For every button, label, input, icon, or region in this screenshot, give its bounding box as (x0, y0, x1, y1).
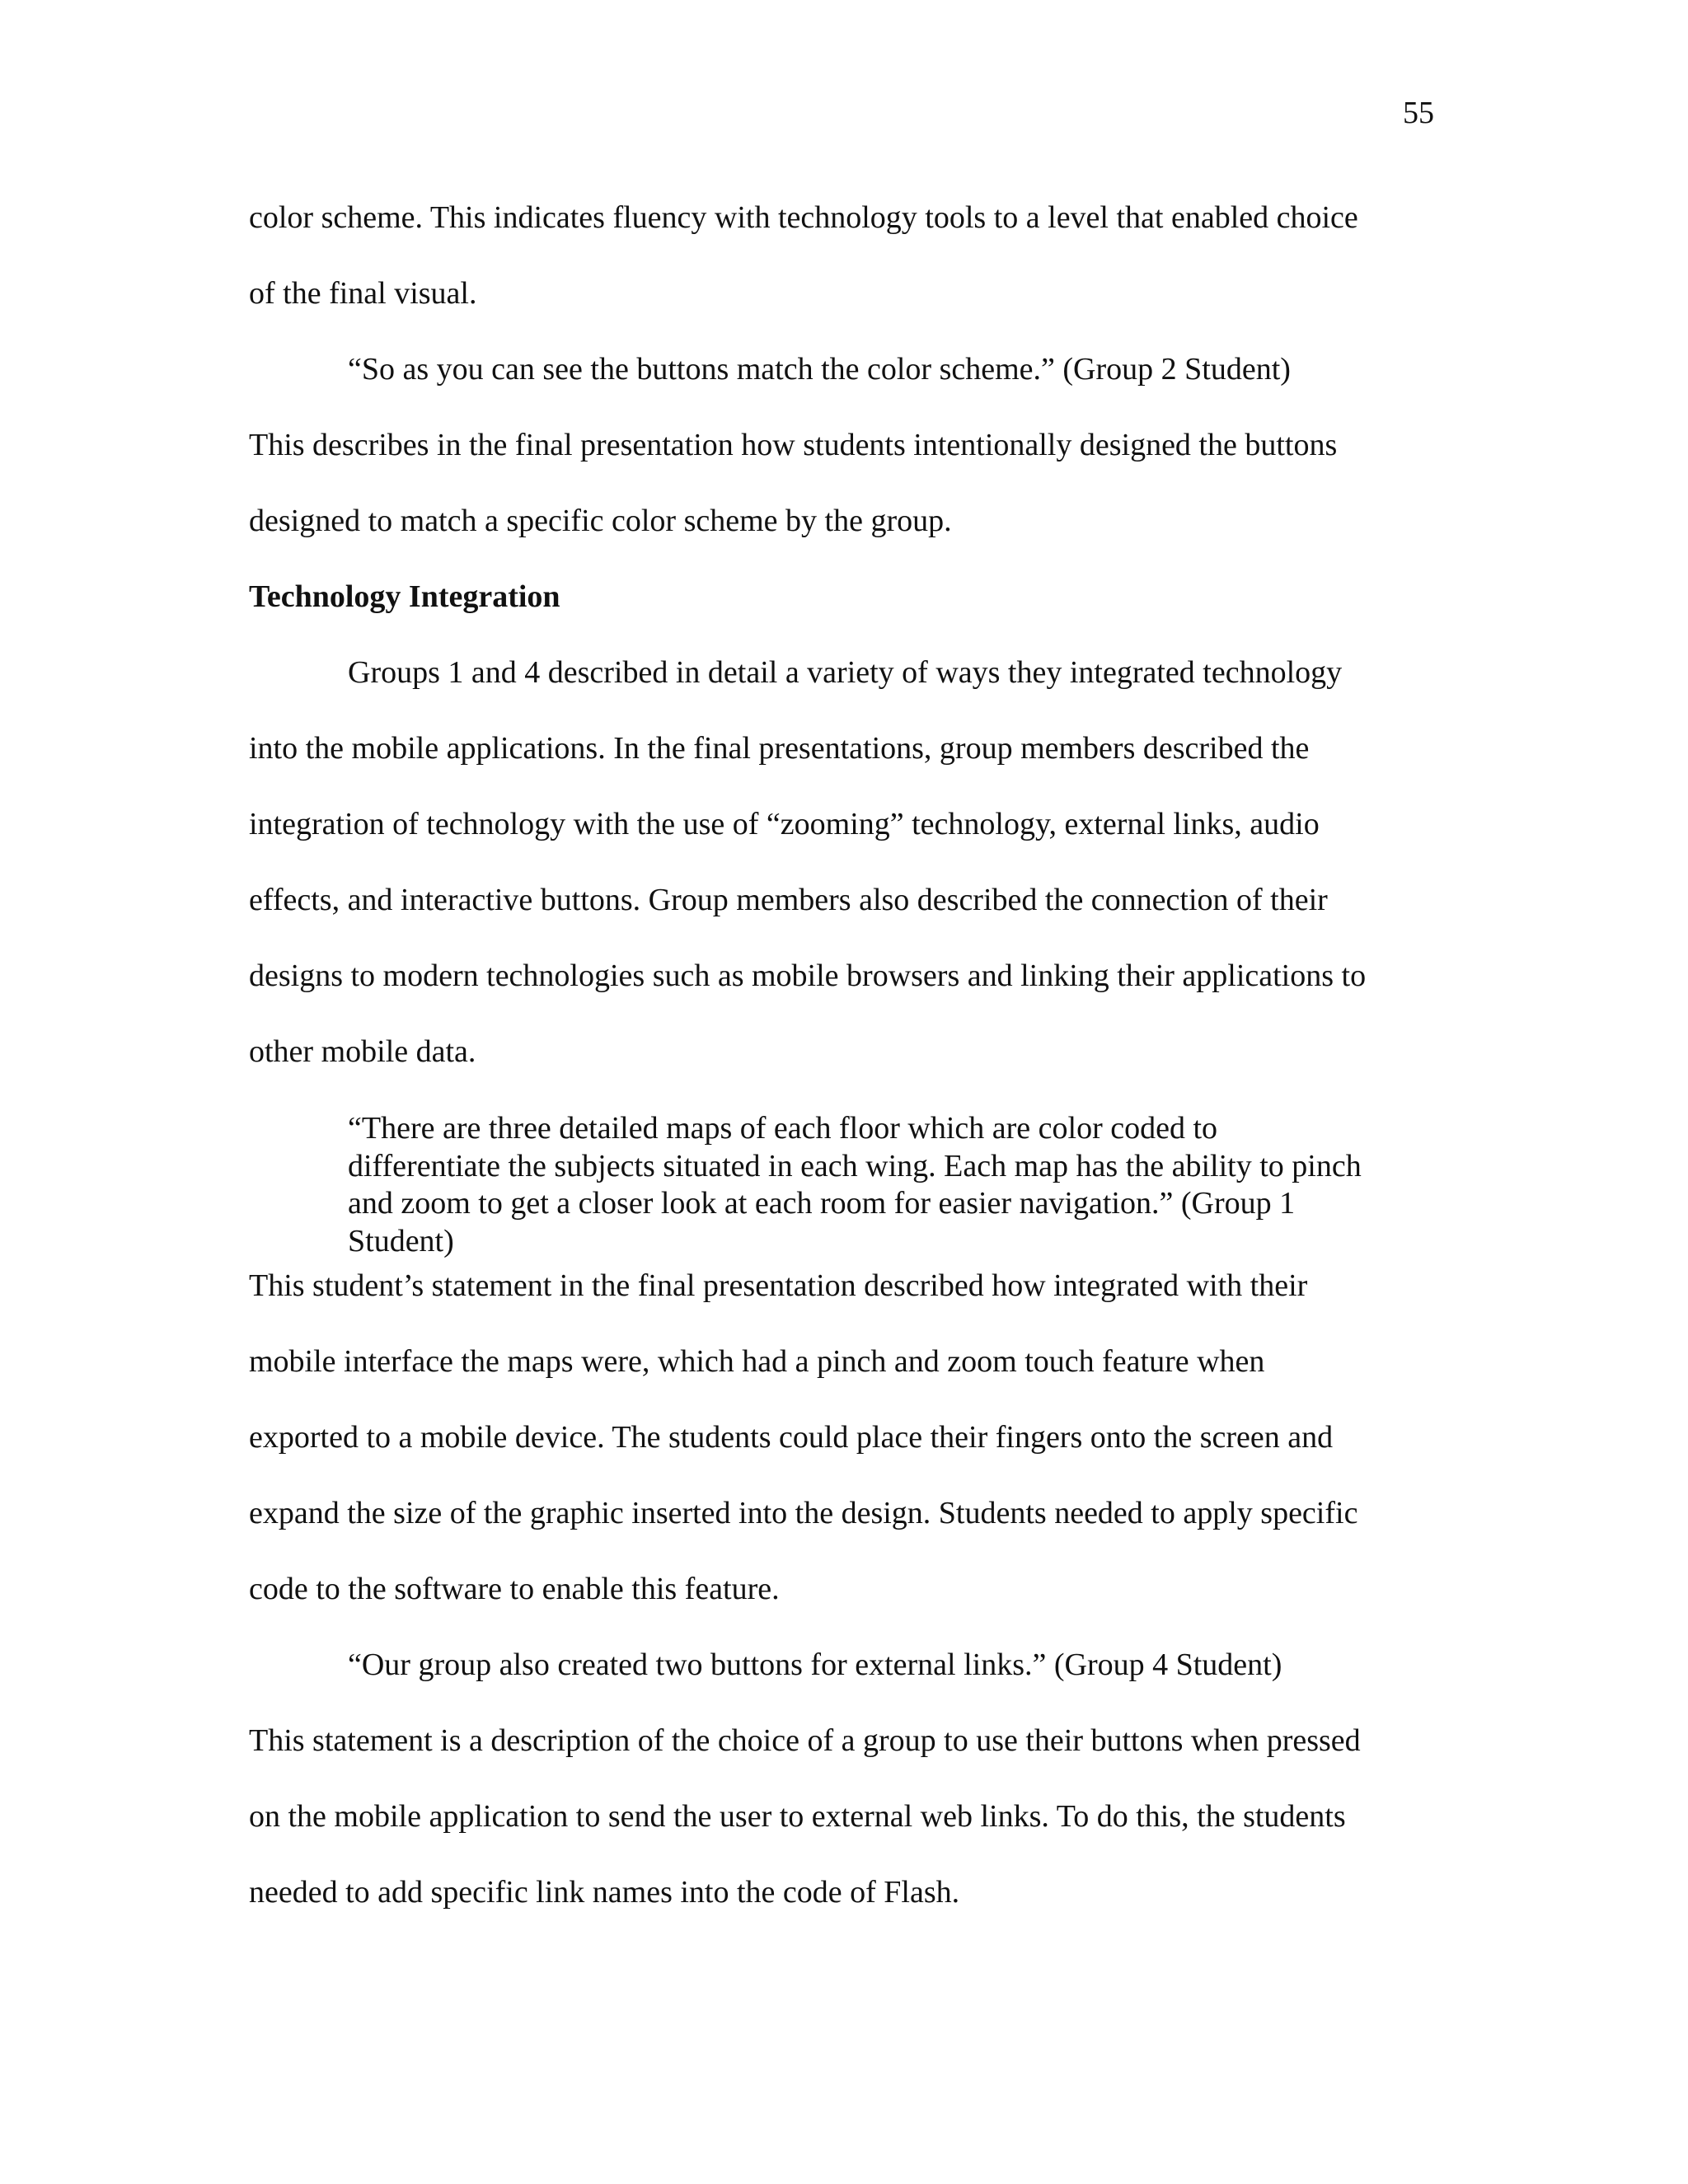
text-line: integration of technology with the use of “zooming” technology, external links, audio (249, 807, 1320, 841)
quote-line: and zoom to get a closer look at each room for easier navigation.” (Group 1 (348, 1186, 1296, 1221)
paragraph-student-statement (249, 1263, 1436, 1643)
text-line: needed to add specific link names into the code of Flash. (249, 1875, 960, 1910)
text-line: “Our group also created two buttons for external links.” (Group 4 Student) (348, 1647, 1282, 1682)
paragraph-groups (249, 650, 1436, 1105)
quote-group-4 (249, 1643, 1436, 1718)
section-heading: Technology Integration (249, 579, 560, 614)
text-line: color scheme. This indicates fluency with technology tools to a level that enabled choice (249, 200, 1358, 235)
quote-line: “There are three detailed maps of each floor which are color coded to (348, 1111, 1218, 1146)
text-line: of the final visual. (249, 276, 477, 311)
text-line: into the mobile applications. In the final presentations, group members described the (249, 731, 1310, 766)
text-line: other mobile data. (249, 1034, 476, 1069)
paragraph-describes (249, 423, 1436, 574)
text-line: designed to match a specific color scheme by the group. (249, 504, 952, 538)
text-line: “So as you can see the buttons match the color scheme.” (Group 2 Student) (348, 352, 1291, 387)
document-body (249, 195, 1436, 1946)
text-line: on the mobile application to send the user to external web links. To do this, the students (249, 1799, 1346, 1834)
paragraph-continuation (249, 195, 1436, 347)
text-line: exported to a mobile device. The students could place their fingers onto the screen and (249, 1420, 1334, 1455)
text-line: code to the software to enable this feature. (249, 1572, 780, 1606)
text-line: expand the size of the graphic inserted into the design. Students needed to apply specific (249, 1496, 1358, 1530)
text-line: effects, and interactive buttons. Group members also described the connection of their (249, 883, 1328, 917)
quote-group-2 (249, 347, 1436, 423)
text-line: Groups 1 and 4 described in detail a variety of ways they integrated technology (348, 655, 1343, 690)
text-line: This describes in the final presentation how students intentionally designed the buttons (249, 428, 1338, 462)
text-line: designs to modern technologies such as mobile browsers and linking their applications to (249, 958, 1367, 993)
quote-line: Student) (348, 1223, 454, 1258)
text-line: This student’s statement in the final presentation described how integrated with their (249, 1268, 1308, 1303)
page-number: 55 (1403, 96, 1434, 130)
paragraph-statement (249, 1718, 1436, 1946)
text-line: mobile interface the maps were, which had a pinch and zoom touch feature when (249, 1344, 1265, 1379)
text-line: This statement is a description of the choice of a group to use their buttons when pressed (249, 1723, 1361, 1758)
quote-line: differentiate the subjects situated in each wing. Each map has the ability to pinch (348, 1148, 1362, 1183)
block-quote-group-1 (249, 1105, 1436, 1263)
